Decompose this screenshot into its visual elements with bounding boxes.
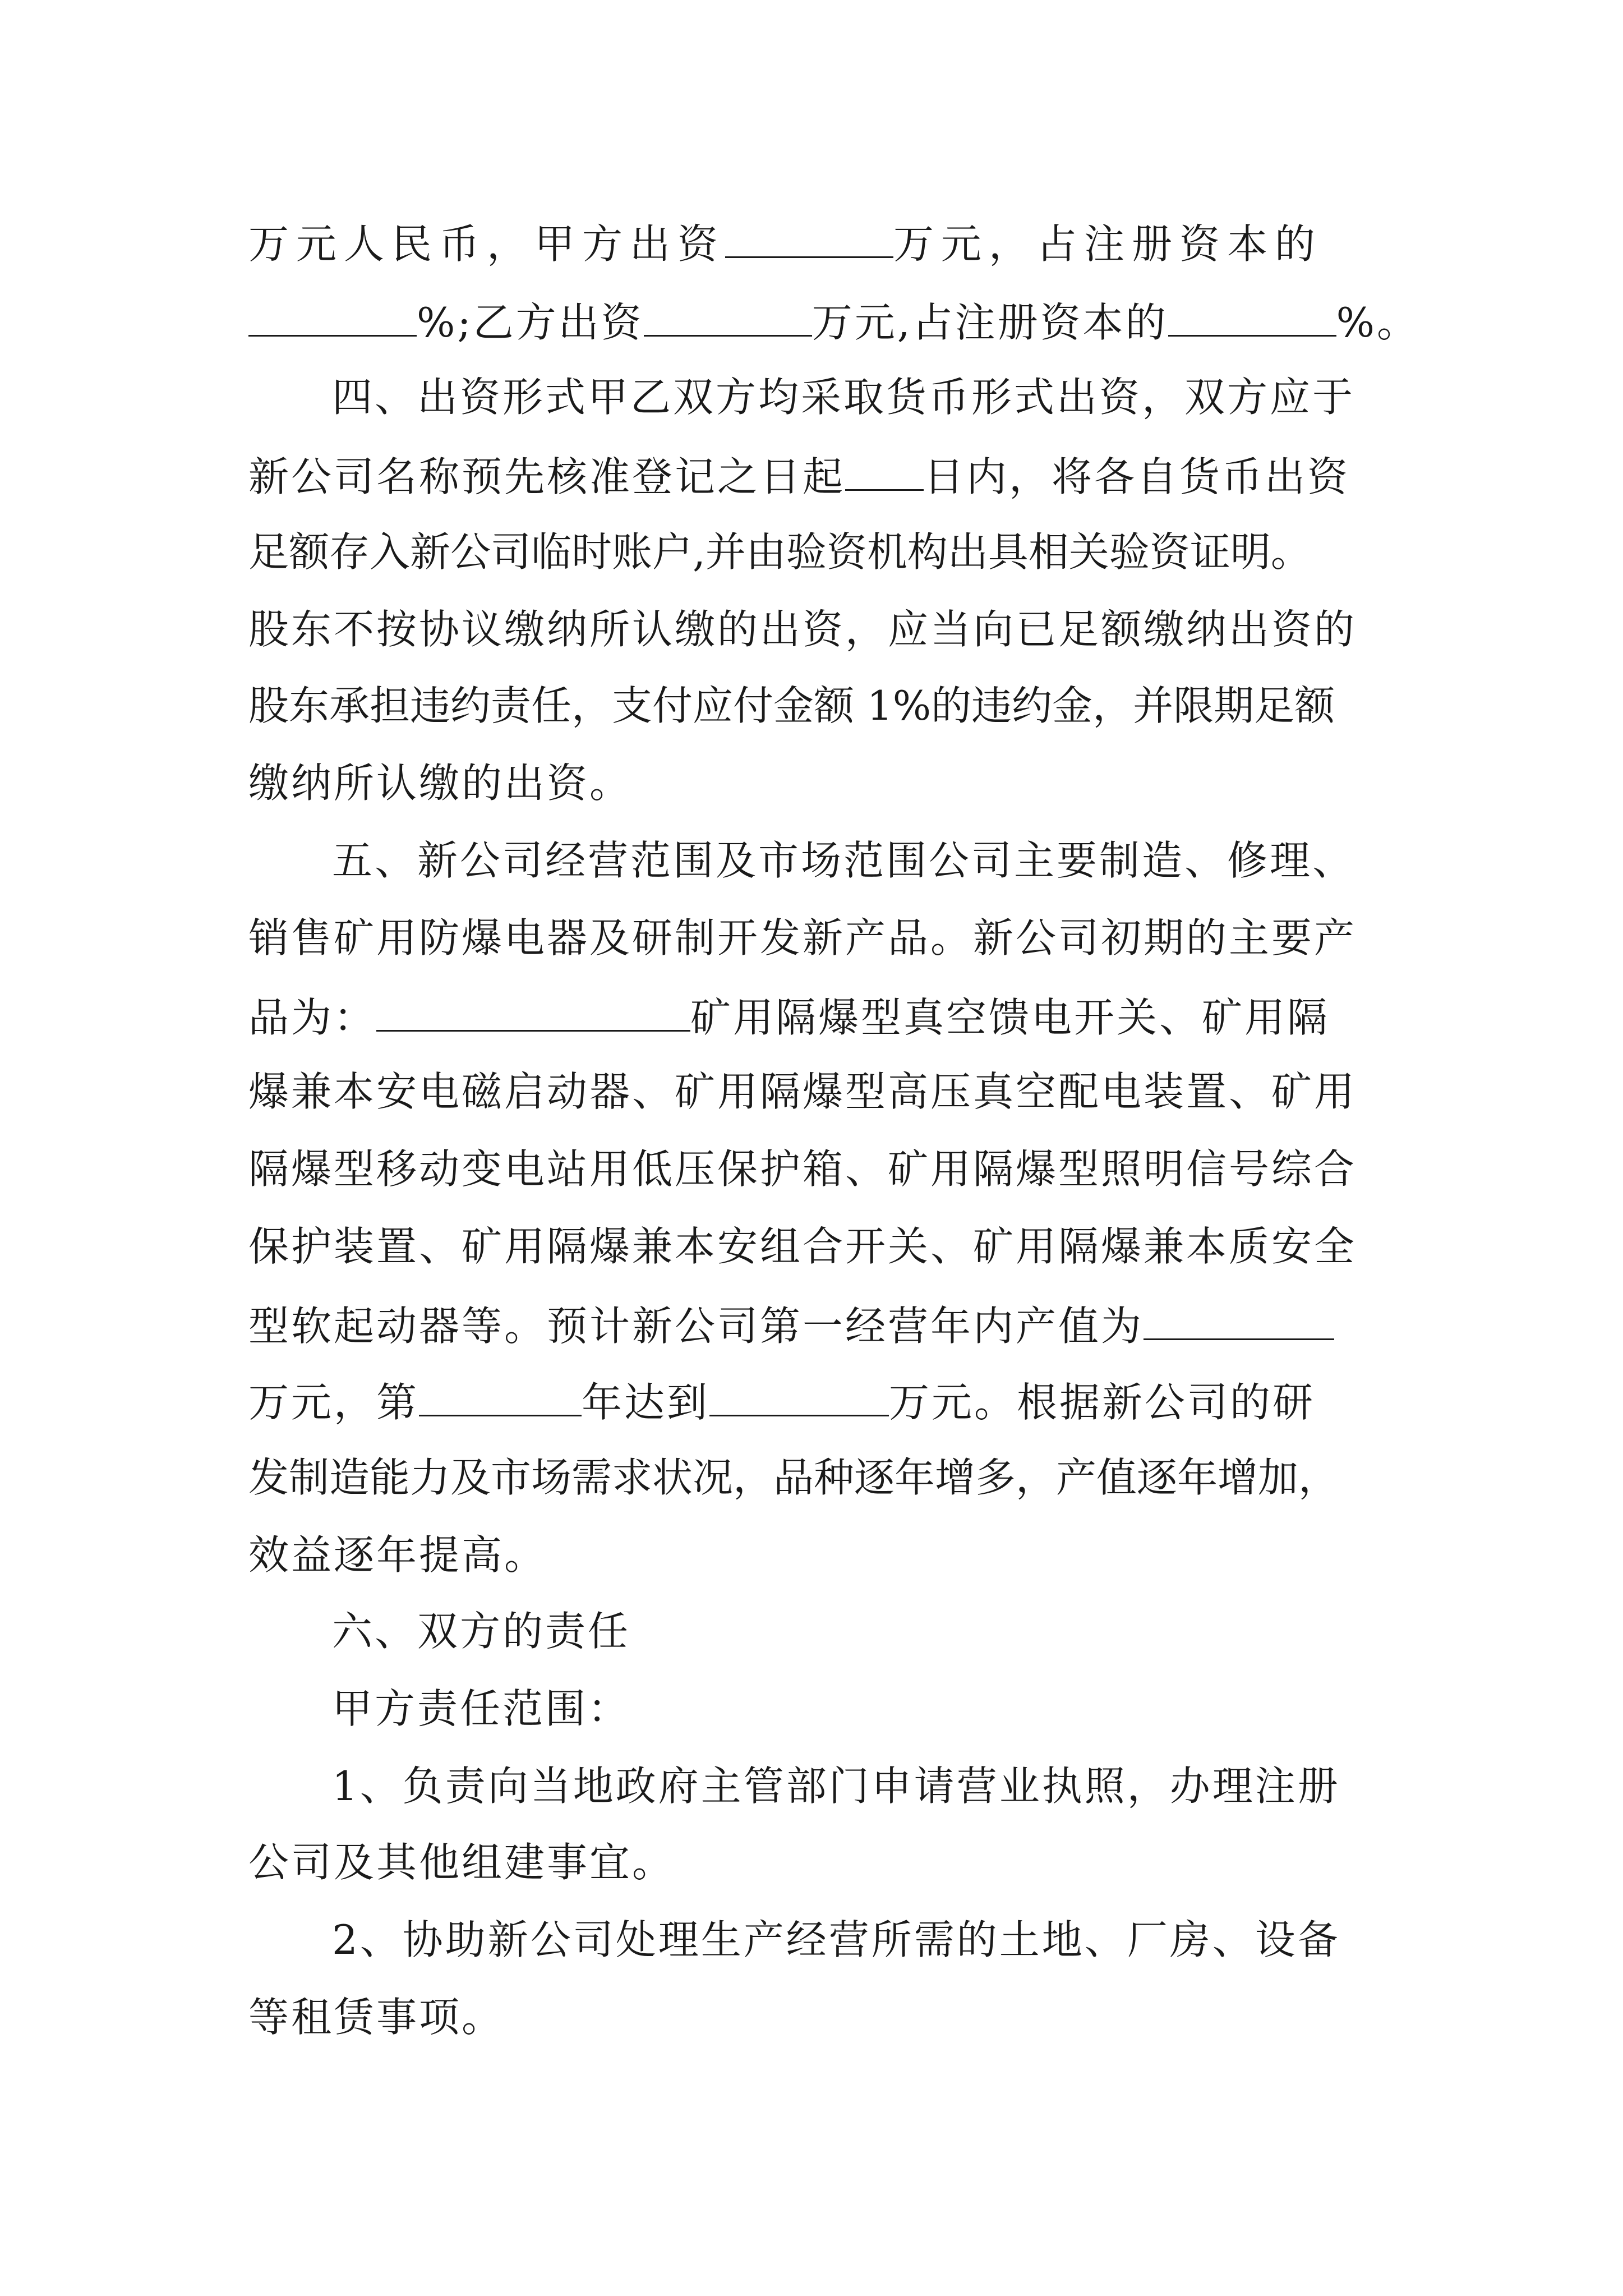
text-segment: 矿用隔爆型真空馈电开关、矿用隔 xyxy=(690,994,1330,1041)
text-segment: %;乙方出资 xyxy=(417,299,644,346)
text-line xyxy=(248,299,1419,346)
text-segment: 年达到 xyxy=(582,1379,710,1426)
text-segment: 隔爆型移动变电站用低压保护箱、矿用隔爆型照明信号综合 xyxy=(248,1145,1357,1193)
fill-in-blank xyxy=(725,222,893,258)
text-line xyxy=(248,1145,1357,1193)
text-line xyxy=(248,220,1323,268)
text-segment: 品为： xyxy=(248,994,377,1041)
text-segment: %。 xyxy=(1336,299,1419,346)
text-line xyxy=(248,1379,1316,1426)
fill-in-blank xyxy=(1144,1304,1334,1340)
text-line xyxy=(248,1531,547,1579)
text-segment: 保护装置、矿用隔爆兼本安组合开关、矿用隔爆兼本质安全 xyxy=(248,1223,1357,1270)
text-line xyxy=(248,1303,1334,1350)
text-segment: 效益逐年提高。 xyxy=(248,1531,547,1579)
fill-in-blank xyxy=(644,300,812,337)
text-segment: 六、双方的责任 xyxy=(332,1608,631,1655)
fill-in-blank xyxy=(845,454,924,491)
text-segment: 万元人民币，甲方出资 xyxy=(248,220,726,268)
text-line xyxy=(332,374,1355,421)
text-segment: 缴纳所认缴的出资。 xyxy=(248,760,633,807)
text-segment: 2、协助新公司处理生产经营所需的土地、厂房、设备 xyxy=(332,1916,1340,1963)
text-segment: 万元。根据新公司的研 xyxy=(889,1379,1316,1426)
text-line xyxy=(248,1994,505,2041)
text-segment: 四、出资形式甲乙双方均采取货币形式出资，双方应于 xyxy=(332,374,1355,421)
text-segment: 型软起动器等。预计新公司第一经营年内产值为 xyxy=(248,1303,1144,1350)
text-segment: 甲方责任范围： xyxy=(332,1685,631,1732)
text-line xyxy=(332,1916,1340,1963)
text-line xyxy=(332,1763,1340,1810)
text-segment: 1、负责向当地政府主管部门申请营业执照，办理注册 xyxy=(332,1763,1340,1810)
text-line xyxy=(332,837,1355,884)
text-line xyxy=(248,1839,675,1886)
text-segment: 足额存入新公司临时账户,并由验资机构出具相关验资证明。 xyxy=(248,528,1311,576)
text-segment: 万元，占注册资本的 xyxy=(893,220,1323,268)
text-segment: 爆兼本安电磁启动器、矿用隔爆型高压真空配电装置、矿用 xyxy=(248,1068,1357,1115)
text-segment: 等租赁事项。 xyxy=(248,1994,505,2041)
text-line xyxy=(248,760,633,807)
text-line xyxy=(248,994,1330,1041)
text-line xyxy=(332,1685,631,1732)
text-segment: 五、新公司经营范围及市场范围公司主要制造、修理、 xyxy=(332,837,1355,884)
text-line xyxy=(248,1068,1357,1115)
fill-in-blank xyxy=(709,1380,889,1416)
fill-in-blank xyxy=(248,300,417,337)
text-segment: 万元,占注册资本的 xyxy=(811,299,1168,346)
text-line xyxy=(248,914,1357,961)
text-segment: 销售矿用防爆电器及研制开发新产品。新公司初期的主要产 xyxy=(248,914,1357,961)
fill-in-blank xyxy=(1168,300,1336,337)
fill-in-blank xyxy=(376,995,690,1032)
text-line xyxy=(248,1223,1357,1270)
text-segment: 股东不按协议缴纳所认缴的出资，应当向已足额缴纳出资的 xyxy=(248,606,1357,653)
text-segment: 公司及其他组建事宜。 xyxy=(248,1839,675,1886)
text-line xyxy=(248,1454,1339,1501)
text-segment: 万元，第 xyxy=(248,1379,419,1426)
text-line xyxy=(248,528,1311,576)
text-line xyxy=(248,606,1357,653)
text-segment: 新公司名称预先核准登记之日起 xyxy=(248,453,846,500)
text-line xyxy=(248,682,1335,729)
fill-in-blank xyxy=(419,1380,582,1416)
text-line xyxy=(248,453,1350,500)
text-segment: 股东承担违约责任，支付应付金额 1%的违约金，并限期足额 xyxy=(248,682,1335,729)
text-segment: 日内，将各自货币出资 xyxy=(924,453,1350,500)
text-line xyxy=(332,1608,631,1655)
text-segment: 发制造能力及市场需求状况，品种逐年增多，产值逐年增加， xyxy=(248,1454,1339,1501)
